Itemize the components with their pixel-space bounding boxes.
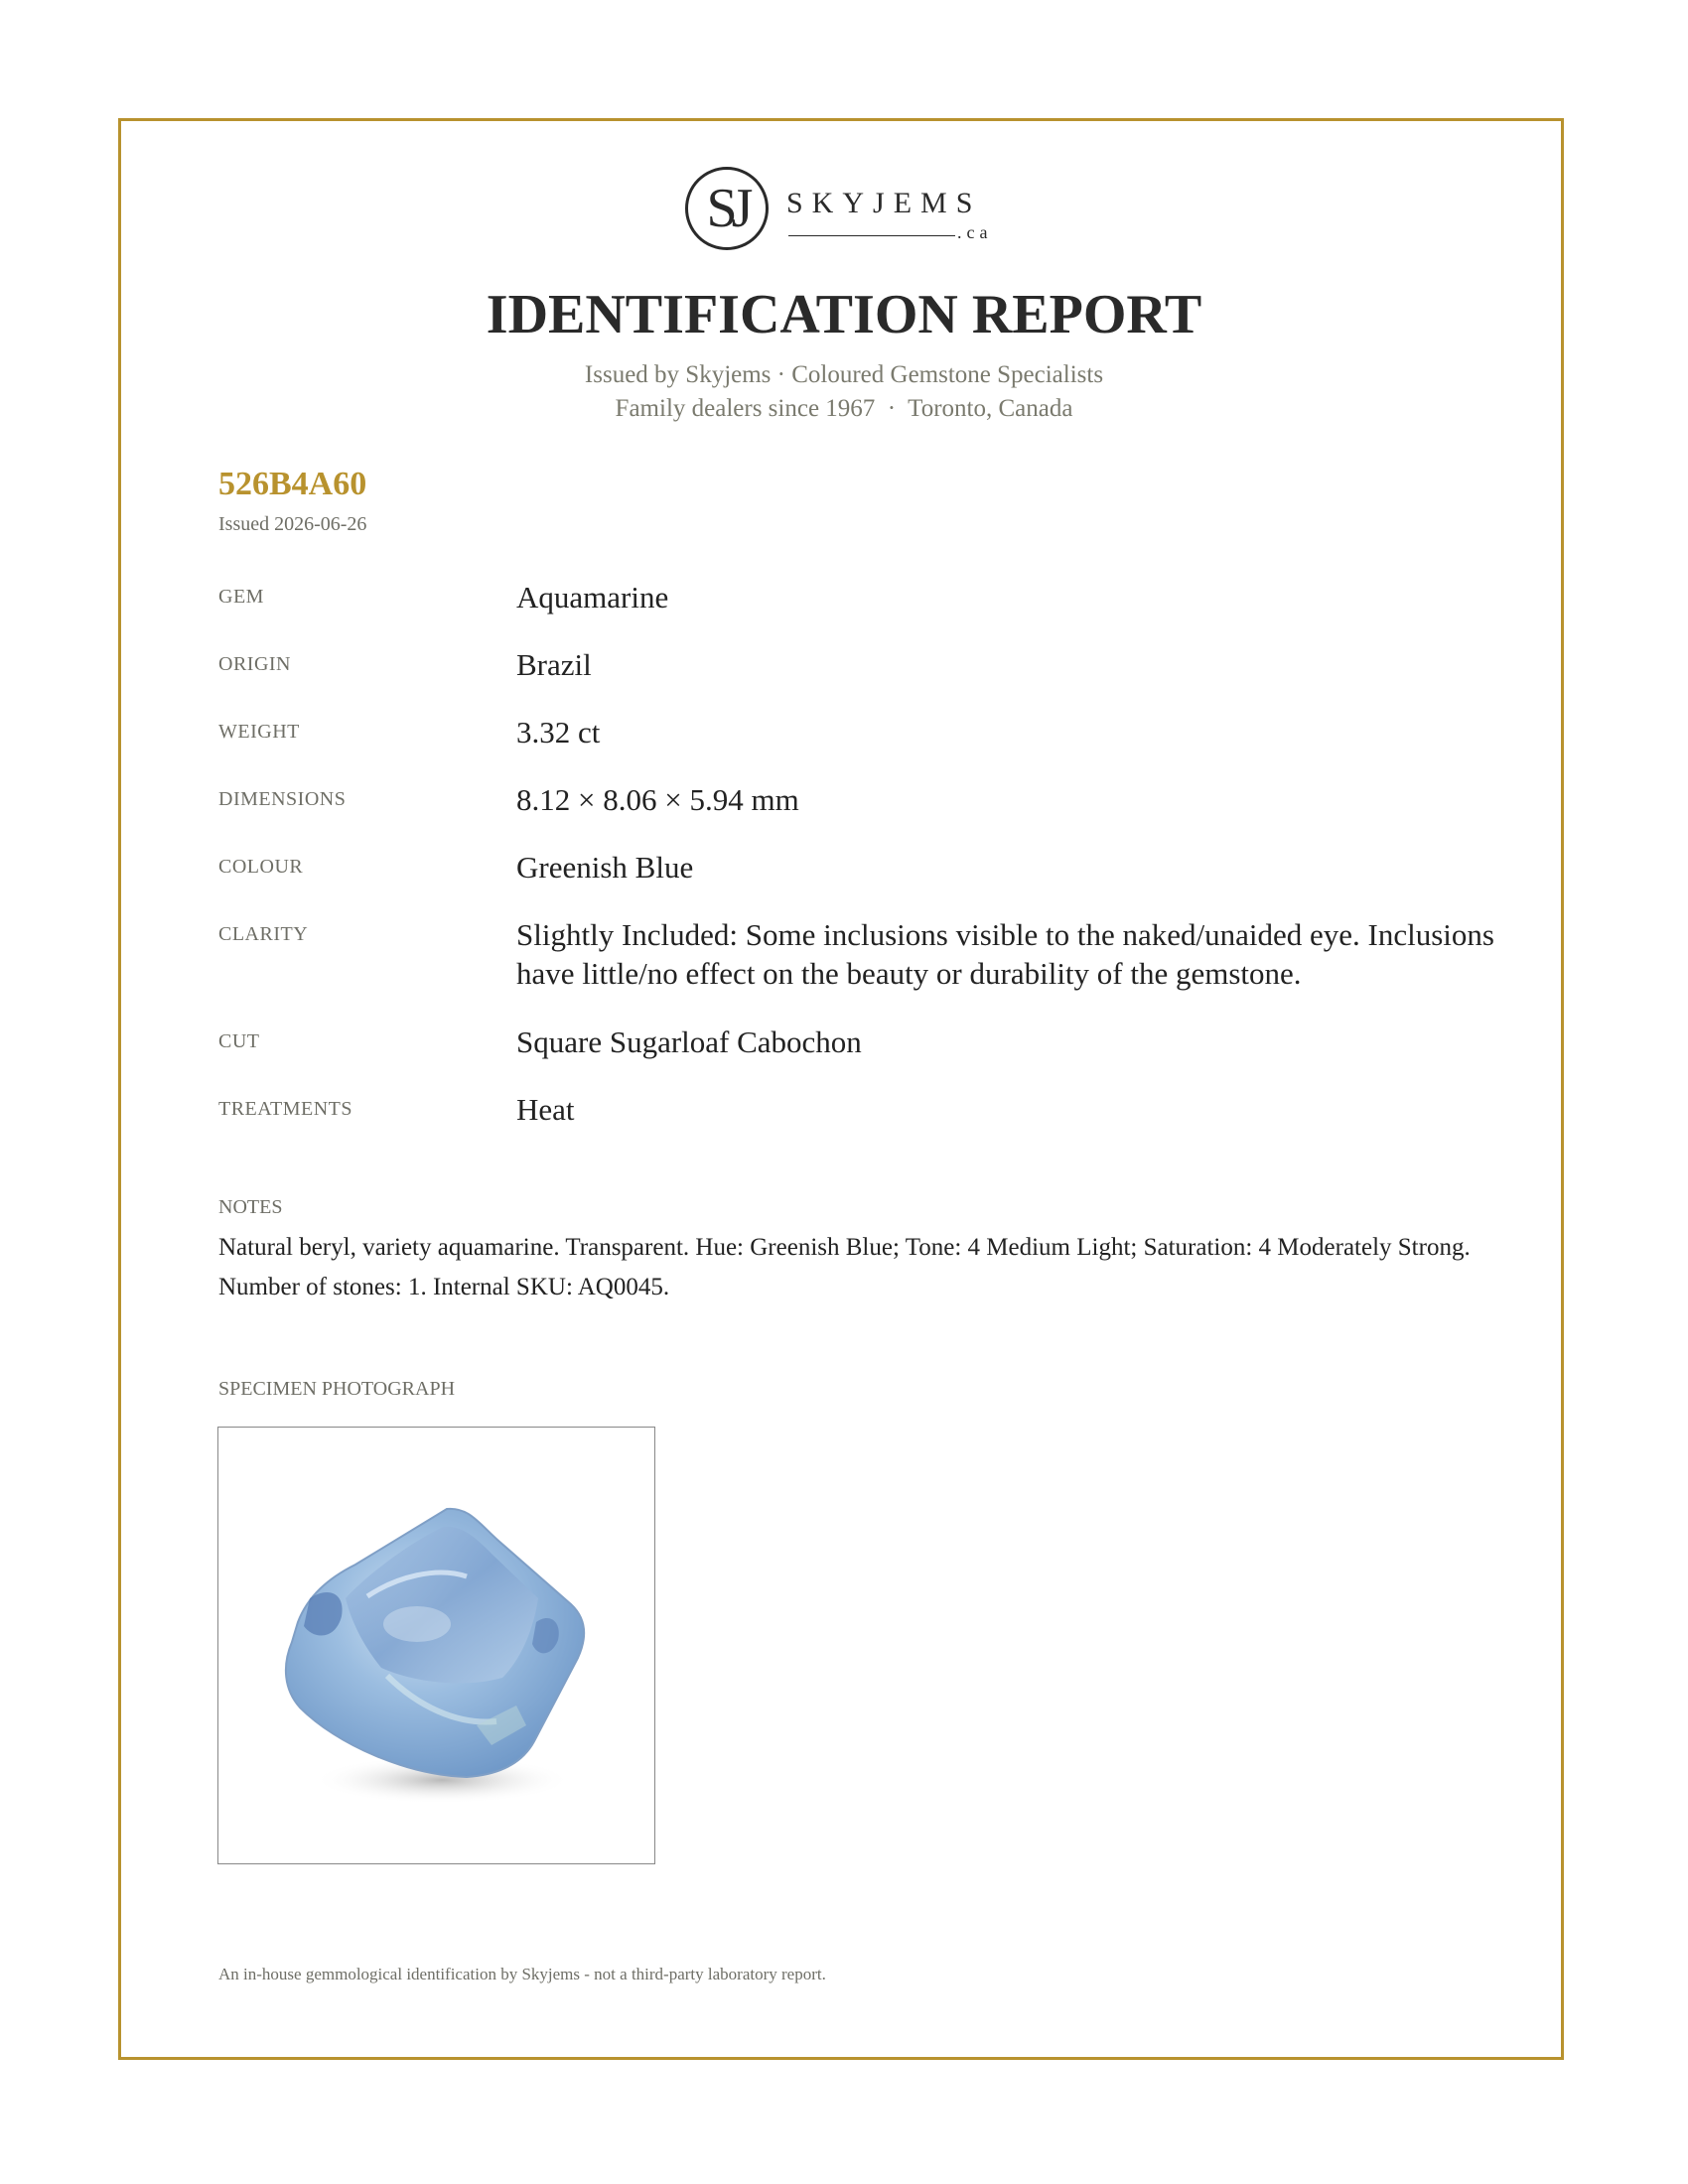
logo-monogram: SJ (706, 178, 748, 239)
field-value: Brazil (516, 647, 592, 682)
field-label: TREATMENTS (218, 1098, 352, 1120)
field-value: Greenish Blue (516, 850, 694, 885)
field-label: WEIGHT (218, 721, 300, 743)
field-value: Heat (516, 1092, 575, 1127)
report-title: IDENTIFICATION REPORT (486, 284, 1202, 345)
issuer-line: Issued by Skyjems · Coloured Gemstone Specialists (584, 361, 1104, 388)
field-value: Square Sugarloaf Cabochon (516, 1024, 862, 1059)
field-label: GEM (218, 586, 264, 608)
field-label: DIMENSIONS (218, 788, 347, 810)
specimen-photo (217, 1427, 655, 1864)
field-label: CUT (218, 1030, 260, 1052)
disclaimer: An in-house gemmological identification by Skyjems - not a third-party laboratory report. (218, 1965, 826, 1983)
dealer-line: Family dealers since 1967 · Toronto, Canada (615, 395, 1073, 422)
logo-wordmark: SKYJEMS (786, 187, 982, 219)
issue-date: Issued 2026-06-26 (218, 513, 367, 535)
field-value: Slightly Included: Some inclusions visible to the naked/unaided eye. Inclusions have little/no effect on the beauty or durability of the gemstone. (516, 917, 1494, 991)
field-label: CLARITY (218, 923, 309, 945)
notes-heading: NOTES (218, 1196, 283, 1218)
notes-text: Natural beryl, variety aquamarine. Transparent. Hue: Greenish Blue; Tone: 4 Medium Light; Saturation: 4 Moderately Strong. Number of stones: 1. Internal SKU: AQ0045. (218, 1234, 1471, 1300)
field-value: Aquamarine (516, 580, 669, 614)
field-label: ORIGIN (218, 653, 291, 675)
field-value: 8.12 × 8.06 × 5.94 mm (516, 782, 799, 817)
photo-heading: SPECIMEN PHOTOGRAPH (218, 1378, 456, 1400)
skyjems-logo (685, 163, 1003, 262)
logo-domain: .ca (957, 222, 993, 242)
report-id: 526B4A60 (218, 466, 367, 502)
logo-underline (788, 235, 955, 236)
gemstone-image (218, 1428, 653, 1862)
field-value: 3.32 ct (516, 715, 601, 750)
field-label: COLOUR (218, 856, 304, 878)
